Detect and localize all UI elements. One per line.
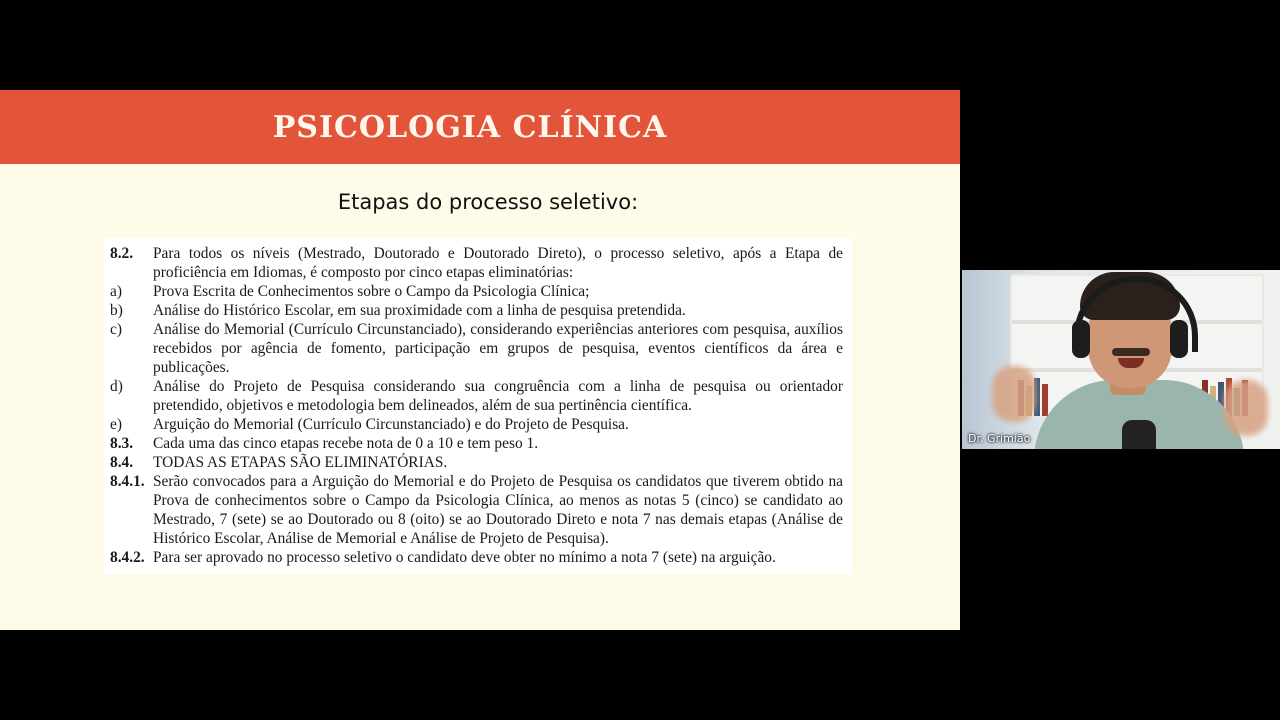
clause-number: c): [110, 321, 122, 338]
clause-number: b): [110, 302, 123, 319]
clause-number: 8.4.1.: [110, 473, 145, 490]
clause-number: 8.3.: [110, 435, 134, 452]
right-hand: [1224, 380, 1268, 436]
clause-number: 8.4.2.: [110, 549, 145, 566]
slide-title: PSICOLOGIA CLÍNICA: [272, 109, 668, 145]
microphone-icon: [1122, 420, 1156, 449]
slide-subtitle: Etapas do processo seletivo:: [337, 190, 639, 214]
clause-text: Análise do Memorial (Currículo Circunstanciado), considerando experiências anteriores com pesquisa, auxílios recebidos por agência de fomento, participação em grupos de pesquisa, eventos científicos da área e publicações.: [153, 321, 843, 376]
clause-text: Cada uma das cinco etapas recebe nota de 0 a 10 e tem peso 1.: [153, 435, 539, 452]
clause-text: Prova Escrita de Conhecimentos sobre o Campo da Psicologia Clínica;: [153, 283, 590, 300]
clause-number: 8.4.: [110, 454, 134, 471]
clause-text: TODAS AS ETAPAS SÃO ELIMINATÓRIAS.: [153, 454, 448, 471]
slide-banner: [0, 90, 960, 164]
cropped-text-fragment: [164, 238, 294, 240]
clause-text: Serão convocados para a Arguição do Memorial e do Projeto de Pesquisa os candidatos que tiverem obtido na Prova de conhecimentos sobre o Campo da Psicologia Clínica, ao menos as notas 5 (cinco) se candidato ao Mestrado, 7 (sete) se ao Doutorado ou 8 (oito) se ao Doutorado Direto e nota 7 nas demais etapas (Análise de Histórico Escolar, Análise de Memorial e Análise de Projeto de Pesquisa).: [153, 473, 843, 547]
participant-name-label: Dr. Grimião: [968, 432, 1031, 445]
clause-text: Arguição do Memorial (Currículo Circunstanciado) e do Projeto de Pesquisa.: [153, 416, 629, 433]
clause-text: Análise do Projeto de Pesquisa considerando sua congruência com a linha de pesquisa ou orientador pretendido, objetivos e metodologia bem delineados, além de sua pertinência científica.: [153, 378, 843, 414]
clause-text: Análise do Histórico Escolar, em sua proximidade com a linha de pesquisa pretendida.: [153, 302, 686, 319]
clause-number: d): [110, 378, 123, 395]
clause-text: Para todos os níveis (Mestrado, Doutorado e Doutorado Direto), o processo seletivo, após a Etapa de proficiência em Idiomas, é composto por cinco etapas eliminatórias:: [153, 245, 843, 281]
left-hand: [992, 366, 1036, 422]
shared-slide: [0, 90, 960, 630]
clause-number: a): [110, 283, 122, 300]
participant-video-tile[interactable]: [962, 270, 1280, 449]
clause-number: e): [110, 416, 122, 433]
clause-number: 8.2.: [110, 245, 134, 262]
document-excerpt: [104, 238, 852, 574]
clause-text: Para ser aprovado no processo seletivo o candidato deve obter no mínimo a nota 7 (sete) na arguição.: [153, 549, 776, 566]
